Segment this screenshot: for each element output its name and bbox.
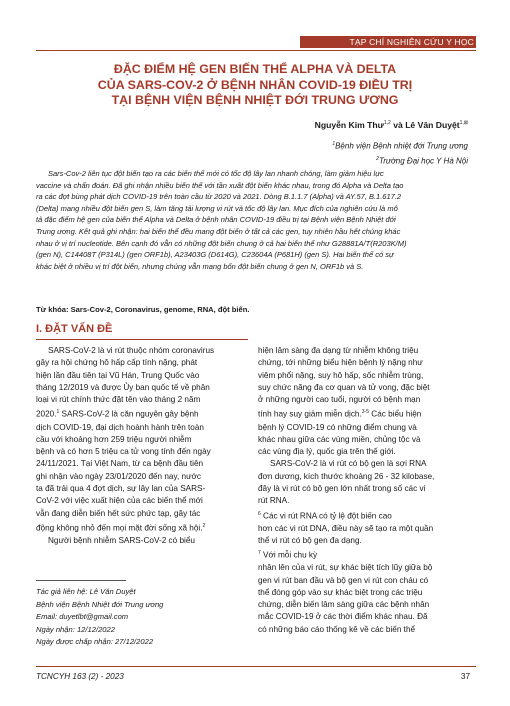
author-list — [230, 120, 468, 130]
body-line-text: SARS-CoV-2 là căn nguyên gây bệnh — [59, 410, 199, 420]
body-line: hiện lần đầu tiên tại Vũ Hán, Trung Quốc vào — [36, 370, 200, 380]
body-line: ở những người cao tuổi, người có bệnh mạn — [258, 395, 421, 405]
article-title — [40, 62, 470, 109]
keywords: Từ khóa: Sars-Cov-2, Coronavirus, genome, RNA, đột biến. — [36, 305, 250, 314]
journal-header-tag: TẠP CHÍ NGHIÊN CỨU Y HỌC — [349, 37, 474, 47]
footer-divider — [36, 666, 476, 667]
citation-mark: 3-5 — [361, 409, 369, 416]
body-line: hơn các vi rút DNA, điều này sẽ tạo ra một quần — [258, 523, 434, 533]
footnote-divider — [36, 580, 126, 581]
footnote-line: Ngày nhận: 12/12/2022 — [36, 624, 115, 634]
body-line — [36, 520, 248, 535]
header-divider — [36, 50, 476, 51]
body-line: gây ra hội chứng hô hấp cấp tính nặng, phát — [36, 358, 198, 368]
body-line: dịch COVID-19, đại dịch hoành hành trên toàn — [36, 422, 204, 432]
body-line: ta đã trải qua 4 đợt dịch, sự lây lan của SARS- — [36, 484, 206, 493]
abstract-line: Sars-Cov-2 liên tục đột biến tạo ra các biến thể mới có tốc độ lây lan nhanh chóng, làm giảm hiệu lực — [48, 169, 384, 178]
body-line: đơn dương, kích thước khoảng 26 - 32 kilobase, — [258, 471, 435, 481]
body-line: có những báo cáo thống kê về các biến thể — [258, 624, 416, 634]
body-line: các vùng địa lý, quốc gia trên thế giới. — [258, 447, 396, 457]
body-line: 24/11/2021. Tại Việt Nam, từ ca bệnh đầu tiên — [36, 459, 204, 469]
body-line: gen vi rút ban đầu và bộ gen vi rút con cháu có — [258, 575, 429, 585]
body-line: Người bệnh nhiễm SARS-CoV-2 có biểu — [48, 535, 195, 545]
abstract-line: (Delta) mang nhiều đột biến gen S, làm tăng tải lượng vi rút và tốc độ lây lan. Mục đích của nghiên cứu là mô — [36, 203, 398, 213]
body-line: ghi nhận vào ngày 23/01/2020 đến nay, nước — [36, 471, 202, 481]
body-line-text: Các biểu hiện — [369, 410, 422, 420]
citation-mark: 7 — [258, 550, 261, 557]
title-line: CỦA SARS-COV-2 Ở BỆNH NHÂN COVID-19 ĐIỀU TRỊ — [97, 77, 413, 92]
body-column-left — [36, 345, 248, 547]
footnote-line: Email: duyetlbt@gmail.com — [36, 612, 129, 621]
abstract-line: Trung ương. Kết quả ghi nhận: hai biến thể đều mang đột biến ở tất cả các gen, tuy nhiên hầu hết chúng khác — [36, 226, 401, 236]
footnote-line: Tác giả liên hệ: Lê Văn Duyệt — [36, 587, 136, 596]
citation-mark: 2 — [202, 522, 206, 529]
body-line: hiện lâm sàng đa dạng từ nhiễm không triệu — [258, 346, 419, 355]
affiliation-text: Trường Đại học Y Hà Nội — [378, 156, 468, 166]
body-line-text: tính hay suy giảm miễn dịch. — [258, 410, 362, 420]
body-line — [258, 406, 472, 421]
body-line: CoV-2 với việc xuất hiện của các biến thể mới — [36, 496, 203, 506]
page-number: 37 — [460, 672, 470, 681]
section-divider — [36, 339, 248, 340]
affiliation-line — [230, 153, 468, 168]
abstract — [36, 168, 472, 272]
body-line: thể đóng góp vào sự khác biệt trong các triệu — [258, 587, 423, 597]
body-column-right — [258, 345, 472, 636]
citation-mark: 6 — [258, 510, 261, 517]
body-line: tháng 12/2019 và được Ủy ban quốc tế về phân — [36, 382, 210, 392]
body-line: cầu với khoảng hơn 259 triệu người nhiễm — [36, 434, 192, 444]
abstract-line: ra các đợt bùng phát dịch COVID-19 trên toàn cầu từ 2020 và 2021. Dòng B.1.1.7 (Alpha) và AY.57, B.1.617.2 — [36, 192, 402, 202]
author-name: Nguyễn Kim Thư — [314, 120, 384, 130]
author-conjunction: và — [390, 120, 406, 130]
journal-issue: TCNCYH 163 (2) - 2023 — [36, 672, 124, 681]
affiliation-line — [230, 138, 468, 153]
affiliation-text: Bệnh viện Bệnh nhiệt đới Trung ương — [335, 141, 468, 151]
citation-mark: 1 — [56, 409, 60, 416]
body-line: loại vi rút chính thức đặt tên vào tháng 2 năm — [36, 395, 201, 405]
body-line: suy chức năng đa cơ quan và tử vong, đặc biệt — [258, 382, 430, 392]
body-line: SARS-CoV-2 là vi rút có bộ gen là sợi RNA — [270, 459, 427, 469]
author-name: Lê Văn Duyệt — [405, 120, 460, 130]
affiliations — [230, 138, 468, 168]
body-line: khác nhau giữa các vùng miền, chủng tộc và — [258, 434, 421, 444]
body-line — [36, 406, 248, 421]
affiliation-mark: 1 — [332, 141, 336, 147]
body-line-text: động không nhỏ đến mọi mặt đời sống xã hội. — [36, 523, 203, 533]
body-line: chứng, diễn biến lâm sàng giữa các bệnh nhân — [258, 600, 430, 610]
footnote-line: Ngày được chấp nhận: 27/12/2022 — [36, 637, 154, 646]
body-line: viêm phổi nặng, suy hô hấp, sốc nhiễm trùng, — [258, 370, 424, 380]
abstract-line: nhau ở vị trí nucleotide. Bên cạnh đó vẫn có những đột biến chung ở cả hai biến thể như G28881A/T(R203K/M) — [36, 238, 407, 248]
author-affil-mark: 1,2 — [383, 120, 391, 127]
body-line: nhân lên của vi rút, sự khác biệt tích lũy giữa bộ — [258, 563, 433, 573]
section-heading: I. ĐẶT VẤN ĐỀ — [36, 323, 113, 335]
body-line: vẫn đang diễn biến hết sức phức tạp, gây tác — [36, 508, 201, 518]
body-line: mắc COVID-19 ở các thời điểm khác nhau. Đã — [258, 612, 428, 622]
body-line-text: Với mỗi chu kỳ — [260, 550, 318, 560]
footnote-line: Bệnh viện Bệnh Nhiệt đới Trung ương — [36, 599, 164, 609]
author-affil-mark: 1,⊠ — [459, 120, 468, 127]
abstract-line: (gen N), C14408T (P314L) (gen ORF1b), A23403G (D614G), C23604A (P681H) (gen S). Hai biến thể có sự — [36, 250, 394, 260]
title-line: TẠI BỆNH VIỆN BỆNH NHIỆT ĐỚI TRUNG ƯƠNG — [111, 93, 399, 107]
abstract-line: vaccine và chẩn đoán. Đã ghi nhận nhiều biến thể với tần xuất đột biến khác nhau, trong đó Alpha và Delta tạo — [36, 180, 404, 190]
body-line: SARS-CoV-2 là vi rút thuộc nhóm coronavirus — [48, 346, 215, 355]
affiliation-mark: 2 — [376, 156, 379, 163]
abstract-line: tả đặc điểm hệ gen của biến thể Alpha và Delta ở bệnh nhân COVID-19 điều trị tại Bệnh viện Bệnh Nhiệt đới — [36, 215, 396, 225]
abstract-line: khác biệt ở nhiều vị trí đột biến, nhưng chúng vẫn mang bốn đột biến chung ở gen N, ORF1b và S. — [36, 261, 364, 271]
body-line: thể vi rút có bộ gen đa dạng. — [258, 535, 362, 545]
body-line-text: 2020. — [36, 410, 57, 420]
body-line-text: Các vi rút RNA có tỷ lệ đột biến cao — [260, 511, 392, 521]
correspondence-footnote — [36, 586, 248, 649]
body-line: đây là vi rút có bộ gen lớn nhất trong số các vi — [258, 484, 426, 493]
body-line: bệnh lý COVID-19 có những điểm chung và — [258, 422, 417, 432]
body-line: rút RNA. — [258, 496, 290, 506]
body-line: bệnh và có hơn 5 triệu ca tử vong tính đến ngày — [36, 447, 211, 457]
title-line: ĐẶC ĐIỂM HỆ GEN BIẾN THỂ ALPHA VÀ DELTA — [113, 62, 397, 76]
body-line: chứng, tới những biểu hiện bệnh lý nặng như — [258, 358, 423, 368]
